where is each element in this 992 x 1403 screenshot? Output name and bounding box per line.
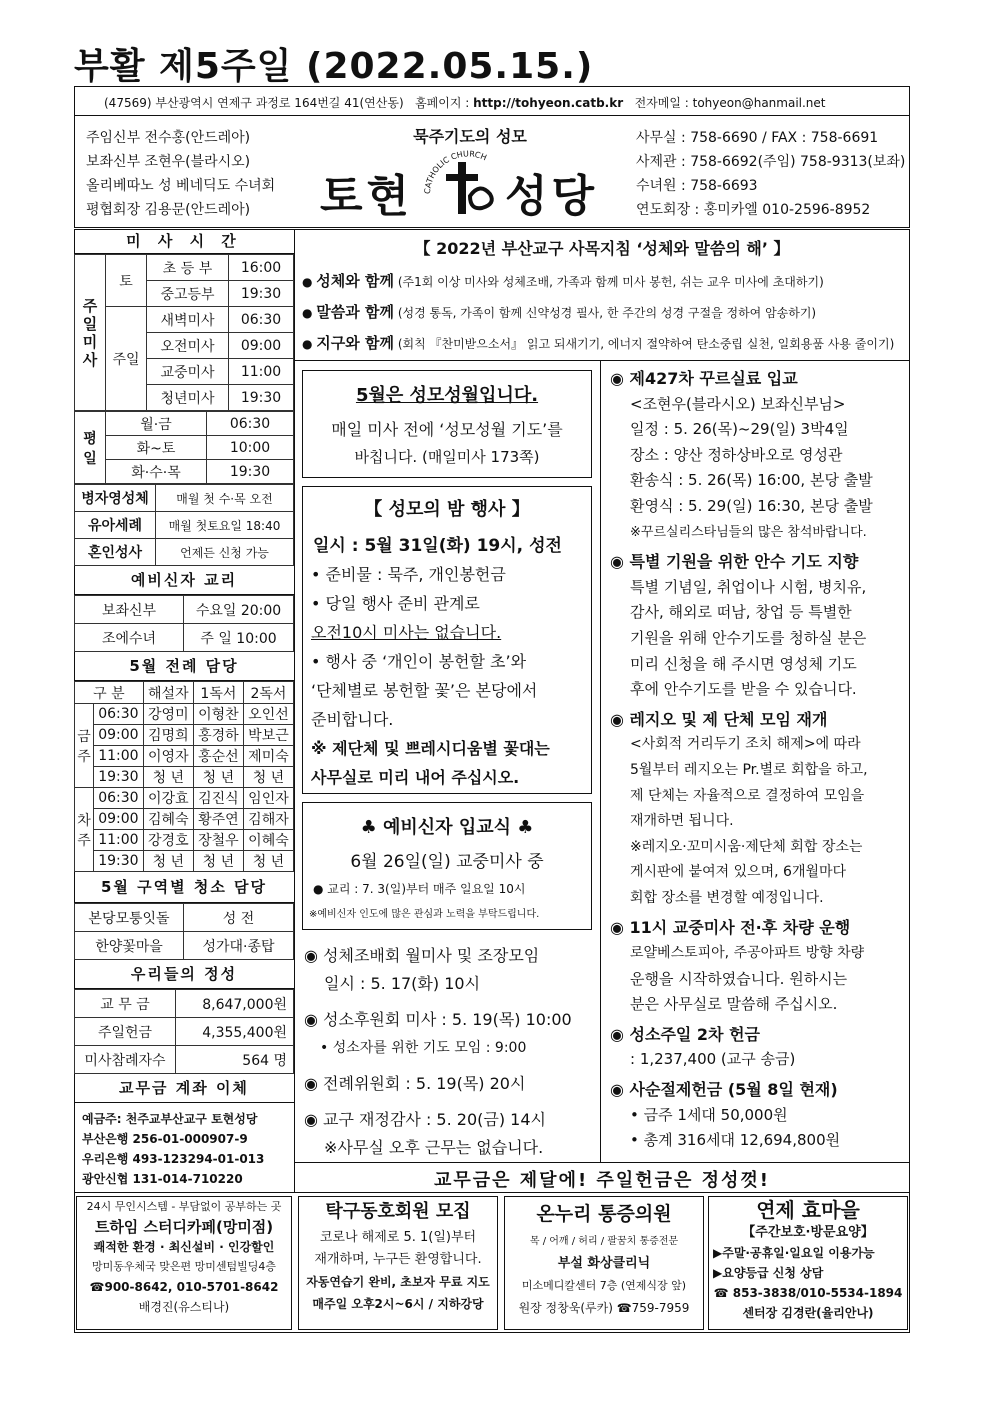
table-cell: 이형찬 bbox=[193, 704, 243, 725]
table-cell: 4,355,400원 bbox=[176, 1018, 294, 1046]
sacrament-table bbox=[74, 484, 294, 566]
table-cell: 김진식 bbox=[193, 788, 243, 809]
table-cell: 09:00 bbox=[94, 809, 144, 830]
liturgy-title: 5월 전례 담당 bbox=[74, 652, 294, 681]
table-cell: 병자영성체 bbox=[75, 485, 156, 512]
cleaning-title: 5월 구역별 청소 담당 bbox=[74, 872, 294, 903]
table-cell: 유아세례 bbox=[75, 512, 156, 539]
table-cell: 혼인성사 bbox=[75, 539, 156, 566]
table-cell: 청 년 bbox=[243, 767, 293, 788]
motto: 묵주기도의 성모 bbox=[413, 127, 527, 146]
offering-table bbox=[74, 989, 294, 1074]
table-cell: 오인선 bbox=[243, 704, 293, 725]
homepage-link[interactable]: http://tohyeon.catb.kr bbox=[473, 96, 624, 110]
table-cell: 2독서 bbox=[243, 682, 293, 704]
mid-notices: ◉ 성체조배회 월미사 및 조장모임 일시 : 5. 17(화) 10시 ◉ 성소후원회 미사 : 5. 19(목) 10:00 • 성소자를 위한 기도 모임 : 9:00 ◉ 전례위원회 : 5. 19(목) 20시 ◉ 교구 재정감사 : 5. 20(금) 14시 ※사무실 오후 근무는 없습니다. bbox=[304, 946, 572, 1157]
table-cell: 중고등부 bbox=[147, 281, 229, 307]
mass-times bbox=[74, 229, 294, 1189]
table-cell: 청 년 bbox=[193, 851, 243, 872]
table-cell: 강경호 bbox=[143, 830, 193, 851]
table-cell: 장철우 bbox=[193, 830, 243, 851]
table-cell: 청 년 bbox=[193, 767, 243, 788]
catechumen-table bbox=[74, 595, 294, 652]
admission-date: 6월 26일(일) 교중미사 중 bbox=[350, 852, 544, 872]
table-cell: 564 명 bbox=[176, 1046, 294, 1074]
ad-clinic: 온누리 통증의원 목 / 어깨 / 허리 / 팔꿈치 통증전문 부설 화상클리닉 미소메디칼센터 7층 (연제식장 앞) 원장 정창욱(루카) ☎759-7959 bbox=[504, 1196, 704, 1330]
table-cell: 1독서 bbox=[193, 682, 243, 704]
transfer-title: 교무금 계좌 이체 bbox=[74, 1074, 294, 1103]
church-logo bbox=[420, 144, 510, 220]
table-cell: 청 년 bbox=[243, 851, 293, 872]
ad-table-tennis: 탁구동호회원 모집 코로나 해제로 5. 1(일)부터 재개하며, 누구든 환영합니다. 자동연습기 완비, 초보자 무료 지도 매주일 오후2시~6시 / 지하강당 bbox=[298, 1196, 498, 1330]
table-cell: 교 무 금 bbox=[75, 990, 176, 1018]
table-cell: 제미숙 bbox=[243, 746, 293, 767]
may-title: 5월은 성모성월입니다. bbox=[355, 385, 539, 406]
table-cell: 매월 첫토요일 18:40 bbox=[156, 512, 294, 539]
mass-table bbox=[74, 254, 294, 411]
table-cell: 19:30 bbox=[207, 460, 294, 484]
table-cell: 06:30 bbox=[207, 412, 294, 436]
pastoral-item: ● 성체와 함께 (주1회 이상 미사와 성체조배, 가족과 함께 미사 봉헌, 쉬는 교우 미사에 초대하기) bbox=[302, 272, 824, 290]
pastoral-item: ● 지구와 함께 (회칙 『찬미받으소서』 읽고 되새기기, 에너지 절약하여 탄소중립 실천, 일회용품 사용 줄이기) bbox=[302, 334, 895, 352]
cleaning-table bbox=[74, 903, 294, 960]
page-title: 부활 제5주일 (2022.05.15.) bbox=[74, 46, 594, 87]
table-cell: 11:00 bbox=[94, 746, 144, 767]
banner: 교무금은 제달에! 주일헌금은 정성껏! bbox=[433, 1170, 771, 1191]
weekday-table bbox=[74, 411, 294, 484]
admission-title: ♣ 예비신자 입교식 ♣ bbox=[360, 817, 534, 838]
night-box bbox=[302, 486, 592, 794]
night-date: 일시 : 5월 31일(화) 19시, 성전 bbox=[313, 536, 562, 556]
table-cell: 06:30 bbox=[229, 307, 294, 333]
table-cell: 16:00 bbox=[229, 255, 294, 281]
email: 전자메일 : tohyeon@hanmail.net bbox=[634, 96, 826, 110]
table-cell: 구 분 bbox=[75, 682, 144, 704]
table-cell: 11:00 bbox=[94, 830, 144, 851]
table-cell: 황주연 bbox=[193, 809, 243, 830]
table-cell: 초 등 부 bbox=[147, 255, 229, 281]
transfer-info: 예금주: 천주교부산교구 토현성당 부산은행 256-01-000907-9 우리은행 493-123294-01-013 광안신협 131-014-710220 bbox=[82, 1112, 265, 1186]
table-cell: 수요일 20:00 bbox=[184, 596, 294, 624]
table-cell: 본당모퉁잇돌 bbox=[75, 904, 184, 932]
weekday-label: 평일 bbox=[83, 430, 97, 467]
table-cell: 매월 첫 수·목 오전 bbox=[156, 485, 294, 512]
church-name-right: 성당 bbox=[505, 171, 599, 222]
table-cell: 이강효 bbox=[143, 788, 193, 809]
table-cell: 한양꽃마을 bbox=[75, 932, 184, 960]
table-cell: 09:00 bbox=[94, 725, 144, 746]
table-cell: 보좌신부 bbox=[75, 596, 184, 624]
table-cell: 오전미사 bbox=[147, 333, 229, 359]
table-cell: 주일헌금 bbox=[75, 1018, 176, 1046]
offering-title: 우리들의 정성 bbox=[74, 960, 294, 989]
table-cell: 이영자 bbox=[143, 746, 193, 767]
table-cell: 주 일 10:00 bbox=[184, 624, 294, 652]
table-cell: 8,647,000원 bbox=[176, 990, 294, 1018]
night-details: • 준비물 : 묵주, 개인봉헌금 • 당일 행사 준비 관계로 오전10시 미사는 없습니다. • 행사 중 ‘개인이 봉헌할 초’와 ‘단체별로 봉헌할 꽃’은 본당에서 준비합니다. ※ 제단체 및 쁘레시디움별 꽃대는 사무실로 미리 내어 주십시오. bbox=[311, 565, 550, 787]
right-notices: ◉ 제427차 꾸르실료 입교 <조현우(블라시오) 보좌신부님> 일정 : 5. 26(목)~29(일) 3박4일 장소 : 양산 정하상바오로 영성관 환송식 : 5. 26(목) 16:00, 본당 출발 환영식 : 5. 29(일) 16:30, 본당 출발 ※꾸르실리스타님들의 많은 참석바랍니다. ◉ 특별 기원을 위한 안수 기도 지향 특별 기념일, 취업이나 시험, 병치유, 감사, 해외로 떠남, 창업 등 특별한 기원을 위해 안수기도를 청하실 분은 미리 신청을 해 주시면 영성체 기도 후에 안수기도를 받을 수 있습니다. ◉ 레지오 및 제 단체 모임 재개 <사회적 거리두기 조치 해제>에 따라 5월부터 레지오는 Pr.별로 회합을 하고, 제 단체는 자율적으로 결정하여 모임을 재개하면 됩니다. ※레지오·꼬미시움·제단체 회합 장소는 게시판에 붙여져 있으며, 6개월마다 회합 장소를 변경할 예정입니다. ◉ 11시 교중미사 전·후 차량 운행 로얄베스토피아, 주공아파트 방향 차량 운행을 시작하였습니다. 원하시는 분은 사무실로 말씀해 주십시오. ◉ 성소주일 2차 헌금 : 1,237,400 (교구 송금) ◉ 사순절제헌금 (5월 8일 현재) • 금주 1세대 50,000원 • 총계 316세대 12,694,800원 bbox=[610, 369, 873, 1150]
liturgy-table: 구 분 해설자 1독서 2독서 금주 06:30 강영미 이형찬 오인선 09:00 김명희 홍경하 박보근 11:00 이영자 홍순선 제미숙 19:30 청 년 청 년 청 년 차주 06:30 이강효 김진식 임인자 09:00 김혜숙 황주연 김해자 11:00 강경호 장철우 이혜숙 19:30 청 년 청 년 청 년 bbox=[74, 681, 294, 872]
table-cell: 화~토 bbox=[106, 436, 207, 460]
table-cell: 홍순선 bbox=[193, 746, 243, 767]
church-name-left: 토현 bbox=[320, 171, 414, 222]
table-cell: 김혜숙 bbox=[143, 809, 193, 830]
table-cell: 청 년 bbox=[143, 851, 193, 872]
contacts: 사무실 : 758-6690 / FAX : 758-6691 사제관 : 758-6692(주임) 758-9313(보좌) 수녀원 : 758-6693 연도회장 : 홍미카엘 010-2596-8952 bbox=[636, 130, 906, 218]
table-cell: 19:30 bbox=[229, 281, 294, 307]
table-cell: 화·수·목 bbox=[106, 460, 207, 484]
table-cell: 청 년 bbox=[143, 767, 193, 788]
address: (47569) 부산광역시 연제구 과정로 164번길 41(연산동) 홈페이지 : http://tohyeon.catb.kr 전자메일 : tohyeon@hanmail.net bbox=[104, 96, 826, 110]
admission-box: ♣ 예비신자 입교식 ♣ 6월 26일(일) 교중미사 중 ● 교리 : 7. 3(일)부터 매주 일요일 10시 ※예비신자 인도에 많은 관심과 노력을 부탁드립니다. bbox=[302, 802, 592, 930]
sat-label: 토 bbox=[106, 255, 147, 307]
table-cell: 박보근 bbox=[243, 725, 293, 746]
ad-study-cafe: 24시 무인시스템 - 부담없이 공부하는 곳 트하임 스터디카페(망미점) 쾌적한 환경 · 최신설비 · 인강할인 망미동우체국 맞은편 망미센텀빌딩4층 ☎900-8642, 010-5701-8642 배경진(유스티나) bbox=[76, 1196, 292, 1330]
table-cell: 김해자 bbox=[243, 809, 293, 830]
table-cell: 청년미사 bbox=[147, 385, 229, 411]
may-box: 5월은 성모성월입니다. 매일 미사 전에 ‘성모성월 기도’를 바칩니다. (매일미사 173쪽) bbox=[302, 370, 592, 478]
table-cell: 19:30 bbox=[94, 851, 144, 872]
staff-list: 주임신부 전수홍(안드레아) 보좌신부 조현우(블라시오) 올리베따노 성 베네딕도 수녀회 평협회장 김용문(안드레아) bbox=[86, 130, 276, 218]
svg-text:CATHOLIC CHURCH: CATHOLIC CHURCH bbox=[422, 149, 489, 195]
table-cell: 06:30 bbox=[94, 704, 144, 725]
pastoral-list bbox=[302, 266, 908, 359]
table-cell: 해설자 bbox=[143, 682, 193, 704]
table-cell: 11:00 bbox=[229, 359, 294, 385]
pastoral-item: ● 말씀과 함께 (성경 통독, 가족이 함께 신약성경 필사, 한 주간의 성경 구절을 정하여 암송하기) bbox=[302, 303, 817, 321]
mass-title: 미 사 시 간 bbox=[74, 229, 294, 254]
night-title: 【 성모의 밤 행사 】 bbox=[364, 499, 530, 520]
sun-label: 주일 bbox=[106, 307, 147, 411]
table-cell: 19:30 bbox=[229, 385, 294, 411]
table-cell: 새벽미사 bbox=[147, 307, 229, 333]
table-cell: 언제든 신청 가능 bbox=[156, 539, 294, 566]
table-cell: 홍경하 bbox=[193, 725, 243, 746]
table-cell: 미사참례자수 bbox=[75, 1046, 176, 1074]
table-cell: 19:30 bbox=[94, 767, 144, 788]
table-cell: 이혜숙 bbox=[243, 830, 293, 851]
catechumen-title: 예비신자 교리 bbox=[74, 566, 294, 595]
pastoral-title: 【 2022년 부산교구 사목지침 ‘성체와 말씀의 해’ 】 bbox=[414, 239, 790, 258]
table-cell: 월·금 bbox=[106, 412, 207, 436]
table-cell: 임인자 bbox=[243, 788, 293, 809]
table-cell: 김명희 bbox=[143, 725, 193, 746]
table-cell: 성가대·종탑 bbox=[184, 932, 294, 960]
table-cell: 성 전 bbox=[184, 904, 294, 932]
table-cell: 10:00 bbox=[207, 436, 294, 460]
table-cell: 조에수녀 bbox=[75, 624, 184, 652]
table-cell: 06:30 bbox=[94, 788, 144, 809]
table-cell: 교중미사 bbox=[147, 359, 229, 385]
ad-care-center: 연제 효마을 【주간보호·방문요양】 ▶주말·공휴일·일요일 이용가능 ▶요양등급 신청 상담 ☎ 853-3838/010-5534-1894 센터장 김경란(율리안나) bbox=[708, 1196, 908, 1330]
table-cell: 강영미 bbox=[143, 704, 193, 725]
sunday-group-label: 주일미사 bbox=[82, 296, 98, 369]
table-cell: 09:00 bbox=[229, 333, 294, 359]
